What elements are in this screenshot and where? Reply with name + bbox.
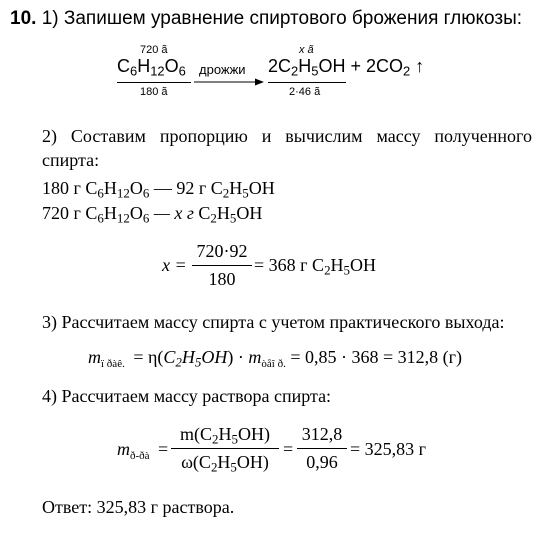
m-theoretical-subscript: òåî ð. (261, 358, 286, 370)
reaction-arrow-icon (194, 77, 264, 87)
reactant-underline (117, 82, 191, 83)
solution-fraction-numerator: $m(C_2H_5OH)$ (180, 424, 270, 447)
problem-header (10, 8, 522, 30)
problem-number: 10. (10, 8, 37, 29)
solution-fraction-denominator: $\omega(C_2H_5OH)$ (181, 452, 269, 475)
formula-denominator: 180 (208, 269, 236, 289)
value-denominator: 0,96 (306, 452, 338, 472)
equals-sign-1: = (283, 439, 294, 459)
product-mass-below: 2·46 ã (289, 86, 321, 98)
product-underline (268, 82, 346, 83)
proportion-row-1-product: — 92 г (153, 178, 207, 198)
reaction-arrow-label: дрожжи (199, 62, 246, 77)
formula-mid: ) · (227, 347, 249, 367)
step3-text: 3) Рассчитаем массу спирта с учетом практического выхода: (42, 312, 505, 332)
eta-symbol: η( (147, 347, 164, 367)
answer-text: Ответ: 325,83 г раствора. (42, 497, 235, 517)
numerator-prefix: m( (180, 424, 200, 444)
solution-fraction-bar-1 (171, 448, 279, 449)
reactant-mass-below: 180 ã (140, 86, 168, 98)
solution-fraction-bar-2 (297, 448, 347, 449)
proportion-row-1: 180 г $C_6H_{12}O_6$ — 92 г $C_2H_5OH$ (42, 178, 275, 201)
reactant-formula: $C_6H_{12}O_6$ (117, 56, 186, 79)
practical-yield-result: = 0,85 · 368 = 312,8 (г) (290, 347, 463, 367)
proportion-row-1-mass: 180 г (42, 178, 81, 198)
value-numerator: 312,8 (301, 424, 343, 444)
step2-text: 2) Составим пропорцию и вычислим массу полученного спирта: (42, 126, 532, 170)
step1-text: 1) Запишем уравнение спиртового брожения глюкозы: (41, 8, 523, 29)
formula-result: = 368 г $C_2H_5OH$ (254, 255, 377, 278)
product-mass-above: x ã (299, 44, 314, 56)
proportion-row-2-product: — x г (153, 203, 194, 223)
formula-fraction-bar (192, 265, 252, 266)
product-formula: $2C_2H_5OH + 2CO_2$ ↑ (268, 56, 425, 79)
proportion-row-2: 720 г $C_6H_{12}O_6$ — x г $C_2H_5OH$ (42, 203, 263, 226)
reactant-mass-above: 720 ã (140, 44, 168, 56)
m-practical-subscript: ï ðàê. (101, 358, 125, 370)
practical-yield-formula: $m_{ï ðàê.} = \eta(C_2H_5OH) \cdot m_{òåî ð.} = 0,85 \cdot 368 = 312,8$ (г) (88, 347, 463, 370)
solution-mass-result: = 325,83 г (350, 439, 427, 459)
formula-numerator: 720·92 (196, 241, 248, 261)
denominator-prefix: ω( (181, 452, 199, 472)
m-solution-subscript: ð-ðà (130, 450, 150, 462)
formula-x: x = (162, 255, 187, 275)
step4-text: 4) Рассчитаем массу раствора спирта: (42, 386, 332, 406)
solution-mass-lhs: $m_{ð-ðà}$ = (117, 439, 169, 462)
formula-result-value: = 368 г (254, 255, 308, 275)
proportion-row-2-mass: 720 г (42, 203, 81, 223)
